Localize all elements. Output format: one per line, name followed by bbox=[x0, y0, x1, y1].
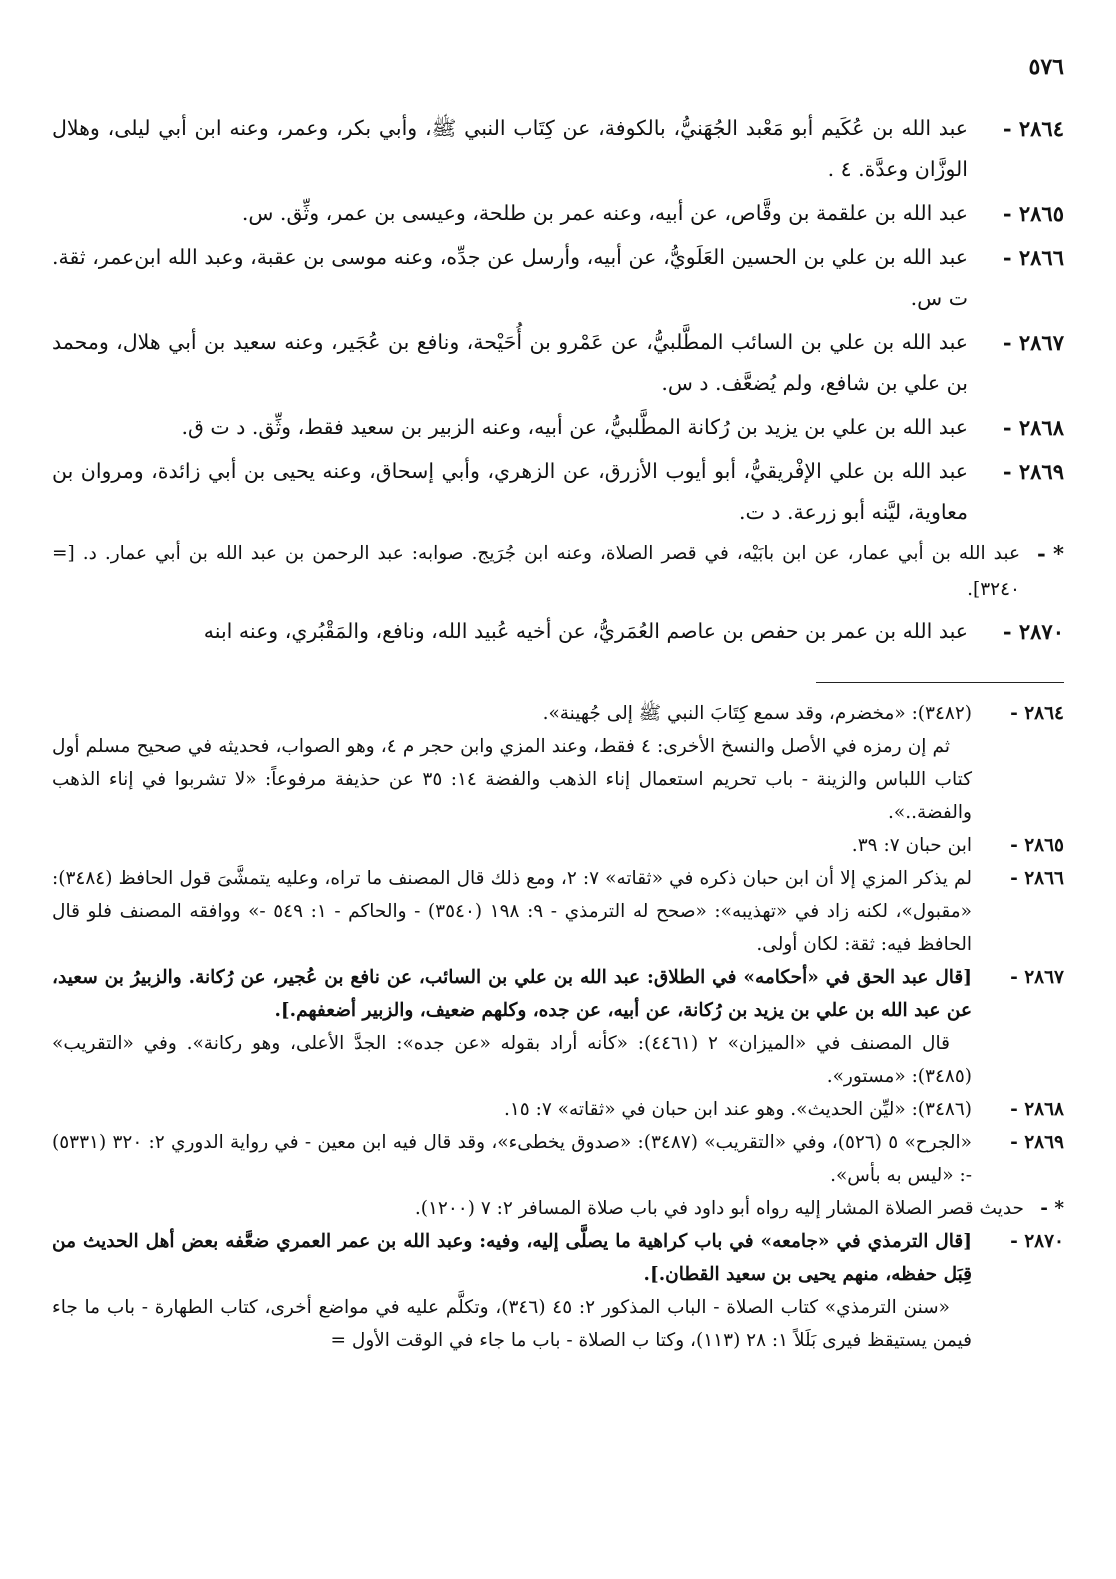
entry-2870 bbox=[52, 611, 1064, 652]
footnote-text: (٣٤٨٦): «ليِّن الحديث». وهو عند ابن حبان في «ثقاته» ٧: ١٥. bbox=[503, 1099, 972, 1120]
footnote-number: ٢٨٦٥ - bbox=[1010, 835, 1064, 856]
footnote-quote: [قال الترمذي في «جامعه» في باب كراهية ما يصلَّى إليه، وفيه: وعبد الله بن عمر العمري ضعَّفه بعض أهل الحديث من قِبَل حفظه، منهم يحيى بن سعيد القطان.]. bbox=[52, 1231, 972, 1285]
entry-text: عبد الله بن عُكَيم أبو مَعْبد الجُهَنيُّ، بالكوفة، عن كِتَاب النبي ﷺ، وأبي بكر، وعمر، وعنه ابن أبي ليلى، وهلال الوزَّان وعدَّة. ٤ . bbox=[52, 116, 968, 181]
footnote-number: ٢٨٧٠ - bbox=[1010, 1231, 1064, 1252]
footnote-2867 bbox=[52, 961, 1064, 1027]
entry-text: عبد الله بن علقمة بن وقَّاص، عن أبيه، وعنه عمر بن طلحة، وعيسى بن عمر، وثِّق. س. bbox=[241, 201, 968, 225]
footnote-2868 bbox=[52, 1093, 1064, 1126]
footnote-text: ابن حبان ٧: ٣٩. bbox=[851, 835, 972, 856]
entry-number: ٢٨٦٩ - bbox=[1002, 459, 1064, 484]
entry-2867 bbox=[52, 322, 1064, 404]
entry-number: ٢٨٦٤ - bbox=[1002, 116, 1064, 141]
main-text bbox=[52, 108, 1064, 652]
footnote-2867-continuation: قال المصنف في «الميزان» ٢ (٤٤٦١): «كأنه أراد بقوله «عن جده»: الجدَّ الأعلى، وهو ركانة». وفي «التقريب» (٣٤٨٥): «مستور». bbox=[52, 1033, 972, 1087]
footnote-text: حديث قصر الصلاة المشار إليه رواه أبو داود في باب صلاة المسافر ٢: ٧ (١٢٠٠). bbox=[414, 1198, 1024, 1219]
entry-star-note bbox=[52, 536, 1064, 608]
footnote-2865 bbox=[52, 829, 1064, 862]
footnotes bbox=[52, 697, 1064, 1357]
entry-text: عبد الله بن عمر بن حفص بن عاصم العُمَريُّ، عن أخيه عُبيد الله، ونافع، والمَقْبُري، وعنه ابنه bbox=[203, 619, 968, 643]
entry-2868 bbox=[52, 407, 1064, 448]
entry-2866 bbox=[52, 237, 1064, 319]
entry-number: ٢٨٦٦ - bbox=[1002, 245, 1064, 270]
footnote-text: «الجرح» ٥ (٥٢٦)، وفي «التقريب» (٣٤٨٧): «صدوق يخطىء»، وقد قال فيه ابن معين - في رواية الدوري ٢: ٣٢٠ (٥٣٣١) -: «ليس به بأس». bbox=[52, 1132, 972, 1186]
footnote-number: ٢٨٦٧ - bbox=[1010, 967, 1064, 988]
entry-2865 bbox=[52, 193, 1064, 234]
entry-text: عبد الله بن علي بن الحسين العَلَويُّ، عن أبيه، وأرسل عن جدِّه، وعنه موسى بن عقبة، وعبد الله ابن‌عمر، ثقة. ت س. bbox=[52, 245, 968, 310]
entry-number: ٢٨٦٥ - bbox=[1002, 201, 1064, 226]
entry-text: عبد الله بن علي بن السائب المطَّلبيُّ، عن عَمْرو بن أُحَيْحة، ونافع بن عُجَير، وعنه سعيد بن أبي هلال، ومحمد بن علي بن شافع، ولم يُضعَّف. د س. bbox=[52, 330, 968, 395]
entry-2869 bbox=[52, 451, 1064, 533]
footnote-2869 bbox=[52, 1126, 1064, 1192]
entry-text: عبد الله بن علي الإفْريقيُّ، أبو أيوب الأزرق، عن الزهري، وأبي إسحاق، وعنه يحيى بن أبي زائدة، ومروان بن معاوية، ليَّنه أبو زرعة. د ت. bbox=[52, 459, 968, 524]
entry-text: عبد الله بن علي بن يزيد بن رُكانة المطَّلبيُّ، عن أبيه، وعنه الزبير بن سعيد فقط، وثِّق. د ت ق. bbox=[181, 415, 968, 439]
footnote-number: ٢٨٦٨ - bbox=[1010, 1099, 1064, 1120]
footnote-2870 bbox=[52, 1225, 1064, 1291]
footnote-2866 bbox=[52, 862, 1064, 961]
footnote-star-marker: * - bbox=[1040, 1198, 1064, 1219]
entry-text: عبد الله بن أبي عمار، عن ابن بابَيْه، في قصر الصلاة، وعنه ابن جُرَيج. صوابه: عبد الرحمن بن عبد الله بن أبي عمار. د. [= ٣٢٤٠]. bbox=[52, 543, 1020, 600]
entry-number: ٢٨٧٠ - bbox=[1002, 619, 1064, 644]
footnote-text: (٣٤٨٢): «مخضرم، وقد سمع كِتَابَ النبي ﷺ إلى جُهينة». bbox=[542, 703, 972, 724]
footnote-number: ٢٨٦٦ - bbox=[1010, 868, 1064, 889]
entry-2864 bbox=[52, 108, 1064, 190]
footnote-separator bbox=[816, 682, 1064, 683]
footnote-number: ٢٨٦٤ - bbox=[1010, 703, 1064, 724]
entry-star-marker: * - bbox=[1036, 541, 1064, 566]
footnote-quote: [قال عبد الحق في «أحكامه» في الطلاق: عبد الله بن علي بن السائب، عن نافع بن عُجير، عن رُكانة. والزبيرُ بن سعيد، عن عبد الله بن علي بن يزيد بن رُكانة، عن أبيه، عن جده، وكلهم ضعيف، والزبير أضعفهم.]. bbox=[52, 967, 972, 1021]
footnote-text: لم يذكر المزي إلا أن ابن حبان ذكره في «ثقاته» ٧: ٢، ومع ذلك قال المصنف ما تراه، وعليه يتمشَّىَ قول الحافظ (٣٤٨٤): «مقبول»، لكنه زاد في «تهذيبه»: «صحح له الترمذي - ٩: ١٩٨ (٣٥٤٠) - والحاكم - ١: ٥٤٩ -» ووافقه المصنف فلو قال الحافظ فيه: ثقة: لكان أولى. bbox=[52, 868, 972, 955]
footnote-2864 bbox=[52, 697, 1064, 730]
footnote-2864-continuation: ثم إن رمزه في الأصل والنسخ الأخرى: ٤ فقط، وعند المزي وابن حجر م ٤، وهو الصواب، فحديثه في صحيح مسلم أول كتاب اللباس والزينة - باب تحريم استعمال إناء الذهب والفضة ١٤: ٣٥ عن حذيفة مرفوعاً: «لا تشربوا في إناء الذهب والفضة..». bbox=[52, 736, 972, 823]
footnote-2870-continuation: «سنن الترمذي» كتاب الصلاة - الباب المذكور ٢: ٤٥ (٣٤٦)، وتكلَّم عليه في مواضع أخرى، كتاب الطهارة - باب ما جاء فيمن يستيقظ فيرى بَلَلاً ١: ٢٨ (١١٣)، وكتا ب الصلاة - باب ما جاء في الوقت الأول = bbox=[52, 1297, 972, 1351]
entry-number: ٢٨٦٨ - bbox=[1002, 415, 1064, 440]
page-number: ٥٧٦ bbox=[1028, 54, 1064, 80]
entry-number: ٢٨٦٧ - bbox=[1002, 330, 1064, 355]
footnote-number: ٢٨٦٩ - bbox=[1010, 1132, 1064, 1153]
footnote-star bbox=[52, 1192, 1064, 1225]
